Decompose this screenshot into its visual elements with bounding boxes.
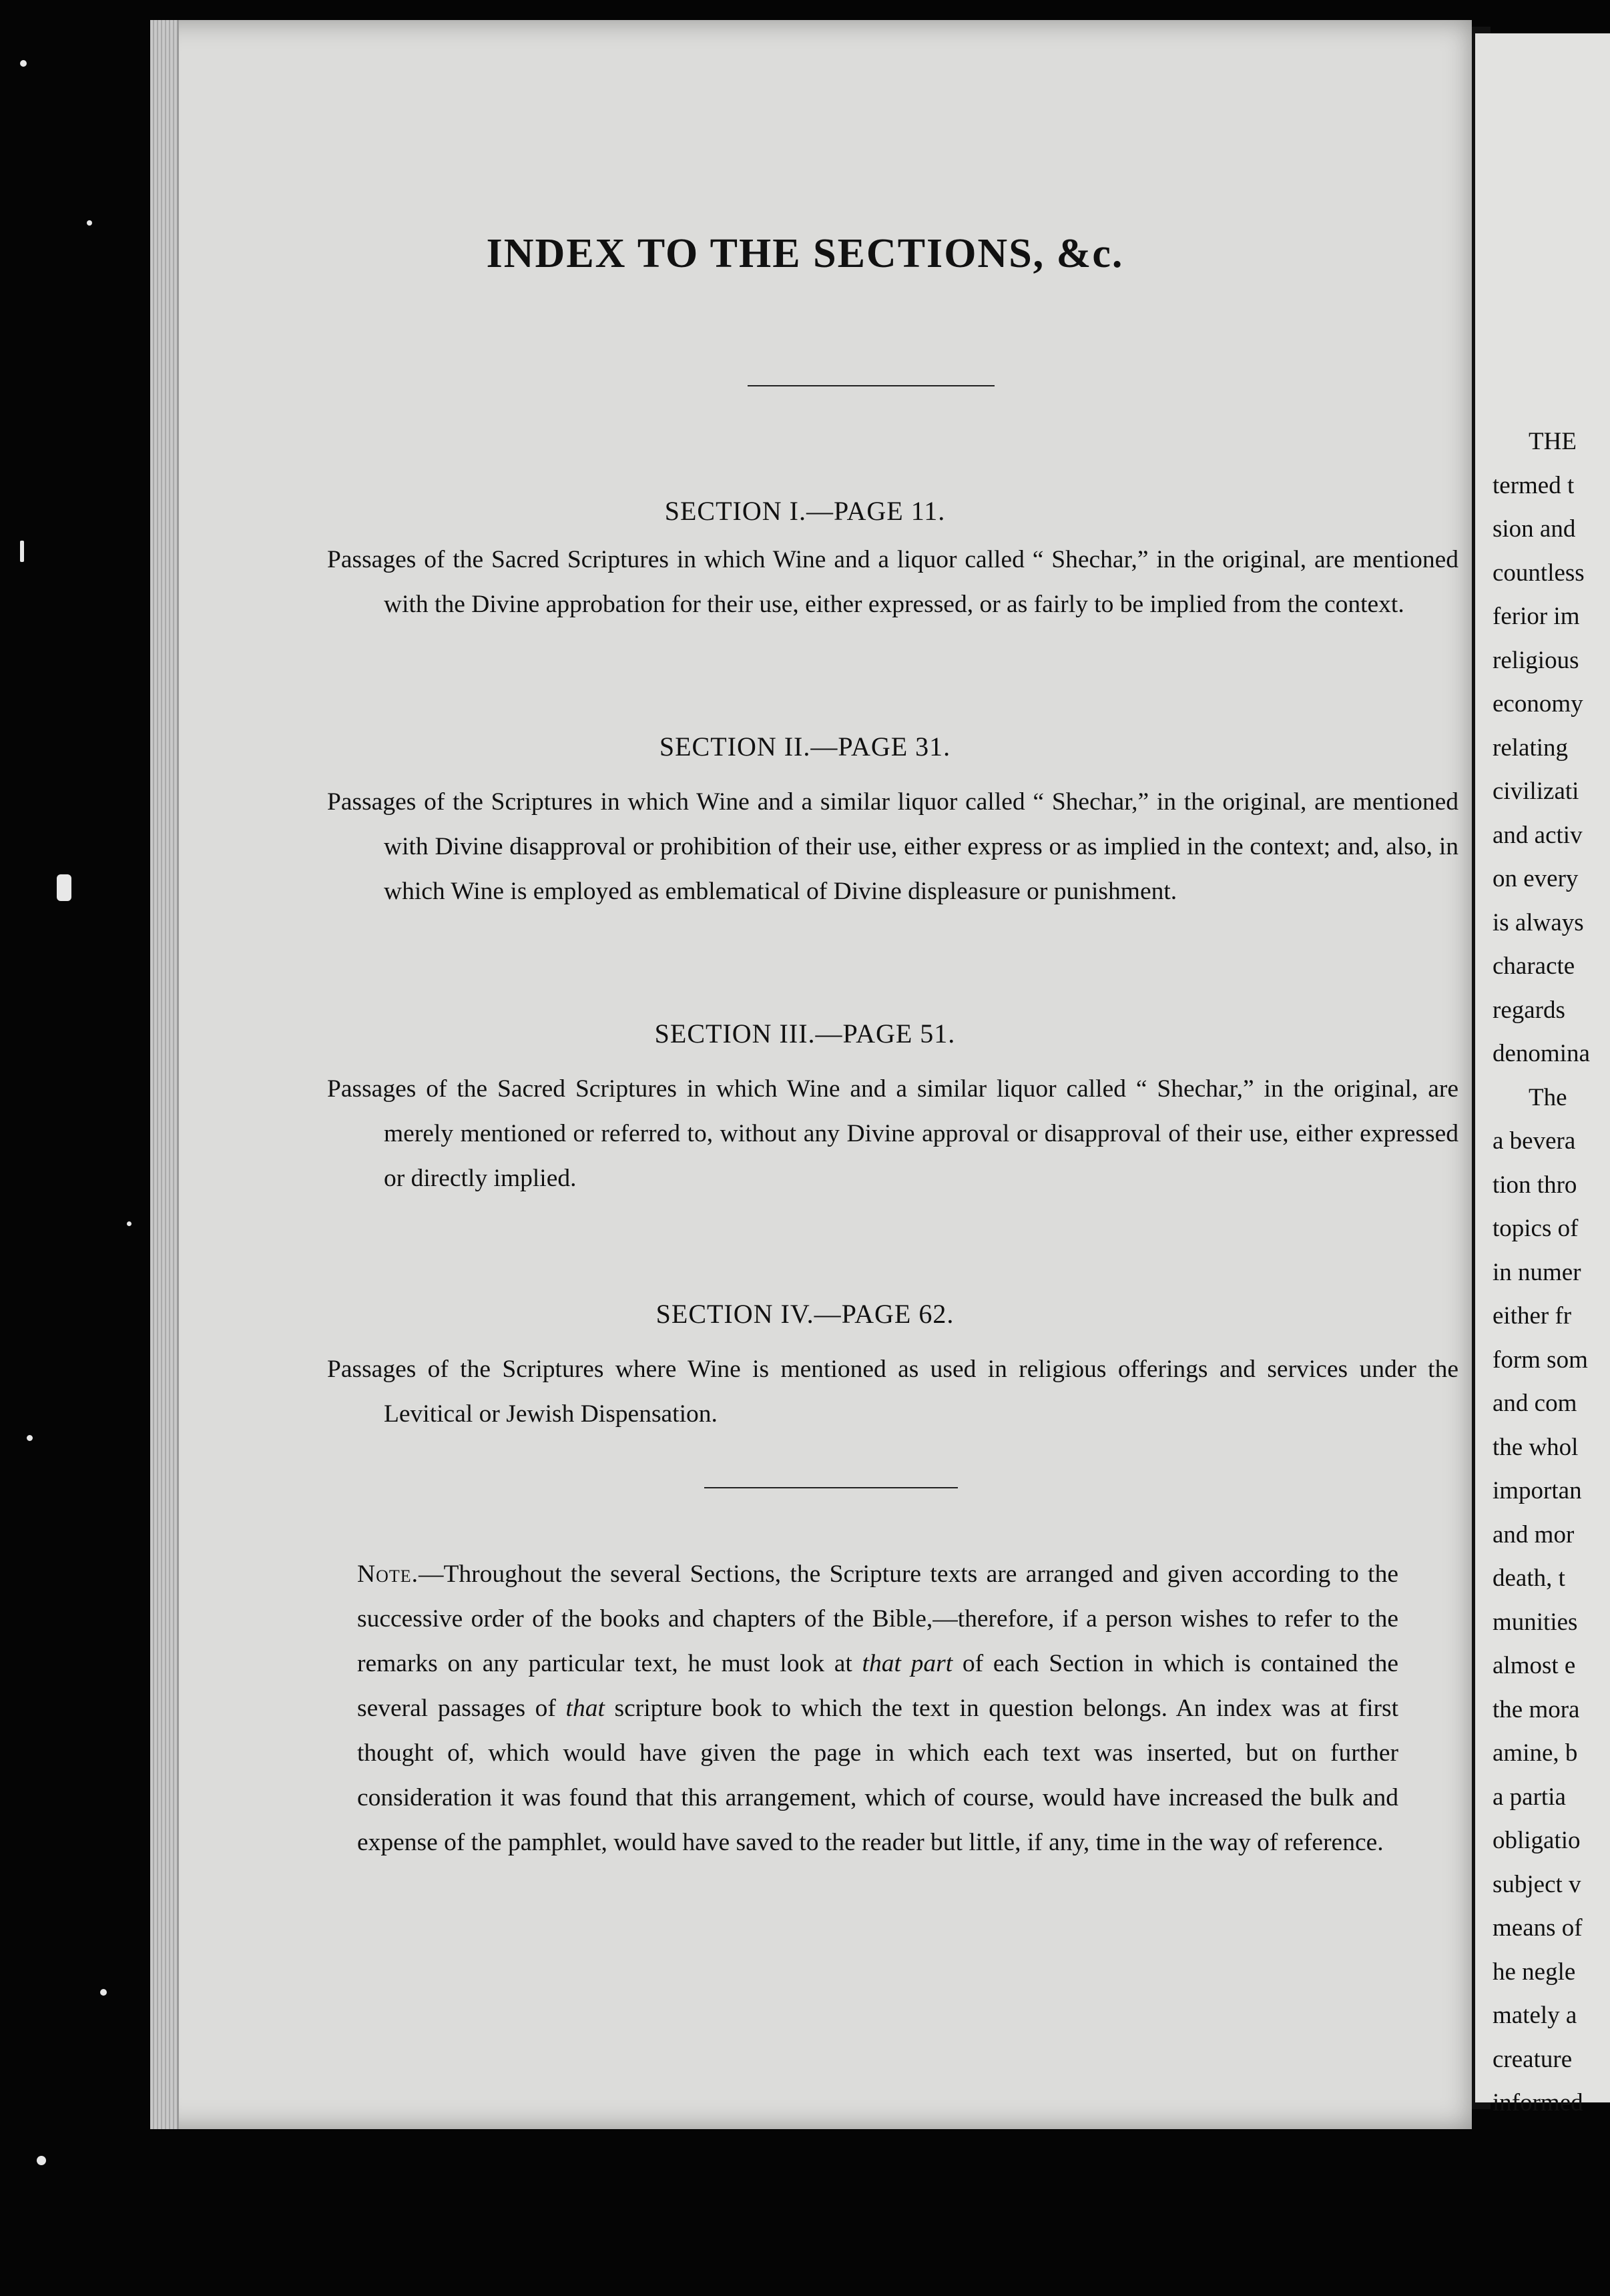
film-speck bbox=[20, 541, 24, 562]
facing-page-line: informed bbox=[1493, 2089, 1583, 2116]
note-text-3: scripture book to which the text in question belongs. An index was at first thought of, which would have given the page in which each text was inserted, but on further consideration it was found that this arrangement, which of course, would have increased the bulk and expense of the pamphlet, would have saved to the reader but little, if any, time in the way of reference. bbox=[357, 1695, 1398, 1856]
facing-page-line: characte bbox=[1493, 952, 1575, 980]
facing-page-line: the whol bbox=[1493, 1433, 1579, 1461]
facing-page-line: in numer bbox=[1493, 1258, 1581, 1286]
page-title: INDEX TO THE SECTIONS, &c. bbox=[486, 231, 1124, 276]
note-emphasis-2: that bbox=[565, 1695, 605, 1722]
facing-page-line: amine, b bbox=[1493, 1739, 1578, 1767]
facing-page-line: either fr bbox=[1493, 1302, 1572, 1330]
facing-page-line: termed t bbox=[1493, 471, 1575, 499]
facing-page-line: importan bbox=[1493, 1477, 1582, 1504]
facing-page-line: THE bbox=[1529, 428, 1577, 455]
facing-page-line: relating bbox=[1493, 734, 1569, 762]
facing-page-line: is always bbox=[1493, 908, 1584, 936]
facing-page-line: and activ bbox=[1493, 821, 1583, 849]
facing-page-line: topics of bbox=[1493, 1215, 1579, 1242]
section-2-heading: SECTION II.—PAGE 31. bbox=[659, 732, 951, 762]
note-label: Note. bbox=[357, 1560, 419, 1588]
film-speck bbox=[127, 1221, 131, 1226]
facing-page-line: death, t bbox=[1493, 1564, 1565, 1592]
film-speck bbox=[20, 60, 27, 67]
section-rule bbox=[704, 1487, 958, 1488]
facing-page-line: subject v bbox=[1493, 1870, 1581, 1898]
facing-page-line: almost e bbox=[1493, 1652, 1576, 1679]
facing-page-line: munities bbox=[1493, 1608, 1578, 1636]
film-speck bbox=[100, 1989, 107, 1996]
section-4-heading: SECTION IV.—PAGE 62. bbox=[655, 1299, 955, 1329]
facing-page-line: religious bbox=[1493, 646, 1579, 674]
film-speck bbox=[87, 220, 92, 226]
facing-page-line: obligatio bbox=[1493, 1827, 1581, 1854]
facing-page-line: on every bbox=[1493, 865, 1579, 892]
facing-page-line: and com bbox=[1493, 1390, 1577, 1417]
facing-page-line: and mor bbox=[1493, 1520, 1575, 1548]
facing-page-line: the mora bbox=[1493, 1695, 1580, 1723]
facing-page-line: a bevera bbox=[1493, 1127, 1576, 1155]
film-speck bbox=[37, 2156, 46, 2165]
title-rule bbox=[748, 385, 995, 386]
facing-page-line: countless bbox=[1493, 559, 1585, 587]
facing-page-strip bbox=[1475, 33, 1610, 2116]
note-text-2: of each Section in which is contained the several passages of bbox=[357, 1650, 1399, 1722]
facing-page-line: regards bbox=[1493, 996, 1565, 1024]
facing-page-line: tion thro bbox=[1493, 1171, 1577, 1199]
facing-page-line: mately a bbox=[1493, 2002, 1577, 2029]
section-3-text: Passages of the Sacred Scriptures in which Wine and a similar liquor called “ Shechar,” in the original, are merely mentioned or referred to, without any Divine approval or disapproval of their use, either expressed or directly implied. bbox=[327, 1075, 1458, 1192]
note-emphasis-1: that part bbox=[862, 1650, 953, 1677]
facing-page-line: ferior im bbox=[1493, 603, 1580, 630]
facing-page-line: he negle bbox=[1493, 1958, 1576, 1986]
film-speck bbox=[57, 874, 71, 901]
section-1-heading: SECTION I.—PAGE 11. bbox=[664, 496, 946, 526]
section-3-heading: SECTION III.—PAGE 51. bbox=[654, 1019, 956, 1049]
section-2-text: Passages of the Scriptures in which Wine and a similar liquor called “ Shechar,” in the original, are mentioned with Divine disapproval or prohibition of their use, either express or as implied in the context; and, also, in which Wine is employed as emblematical of Divine displeasure or punishment. bbox=[327, 788, 1458, 905]
facing-page-line: economy bbox=[1493, 690, 1583, 718]
facing-page-line: denomina bbox=[1493, 1040, 1590, 1067]
facing-page-line: means of bbox=[1493, 1914, 1583, 1942]
facing-page-line: sion and bbox=[1493, 515, 1576, 543]
facing-page-line: The bbox=[1529, 1083, 1567, 1111]
note-text-1: —Throughout the several Sections, the Scripture texts are arranged and given according to the successive order of the books and chapters of the Bible,—therefore, if a person wishes to refer to the remarks on any particular text, he must look at bbox=[357, 1560, 1398, 1677]
facing-page-line: creature bbox=[1493, 2045, 1573, 2073]
facing-page-line: a partia bbox=[1493, 1783, 1566, 1811]
section-1-text: Passages of the Sacred Scriptures in which Wine and a liquor called “ Shechar,” in the original, are mentioned with the Divine approbation for their use, either expressed, or as fairly to be implied from the context. bbox=[327, 546, 1458, 618]
page-edge bbox=[150, 20, 179, 2129]
note-paragraph bbox=[357, 1552, 1398, 1865]
film-speck bbox=[27, 1435, 33, 1441]
section-4-text: Passages of the Scriptures where Wine is mentioned as used in religious offerings and services under the Levitical or Jewish Dispensation. bbox=[327, 1356, 1458, 1428]
facing-page-line: civilizati bbox=[1493, 778, 1579, 805]
facing-page-line: form som bbox=[1493, 1346, 1588, 1374]
